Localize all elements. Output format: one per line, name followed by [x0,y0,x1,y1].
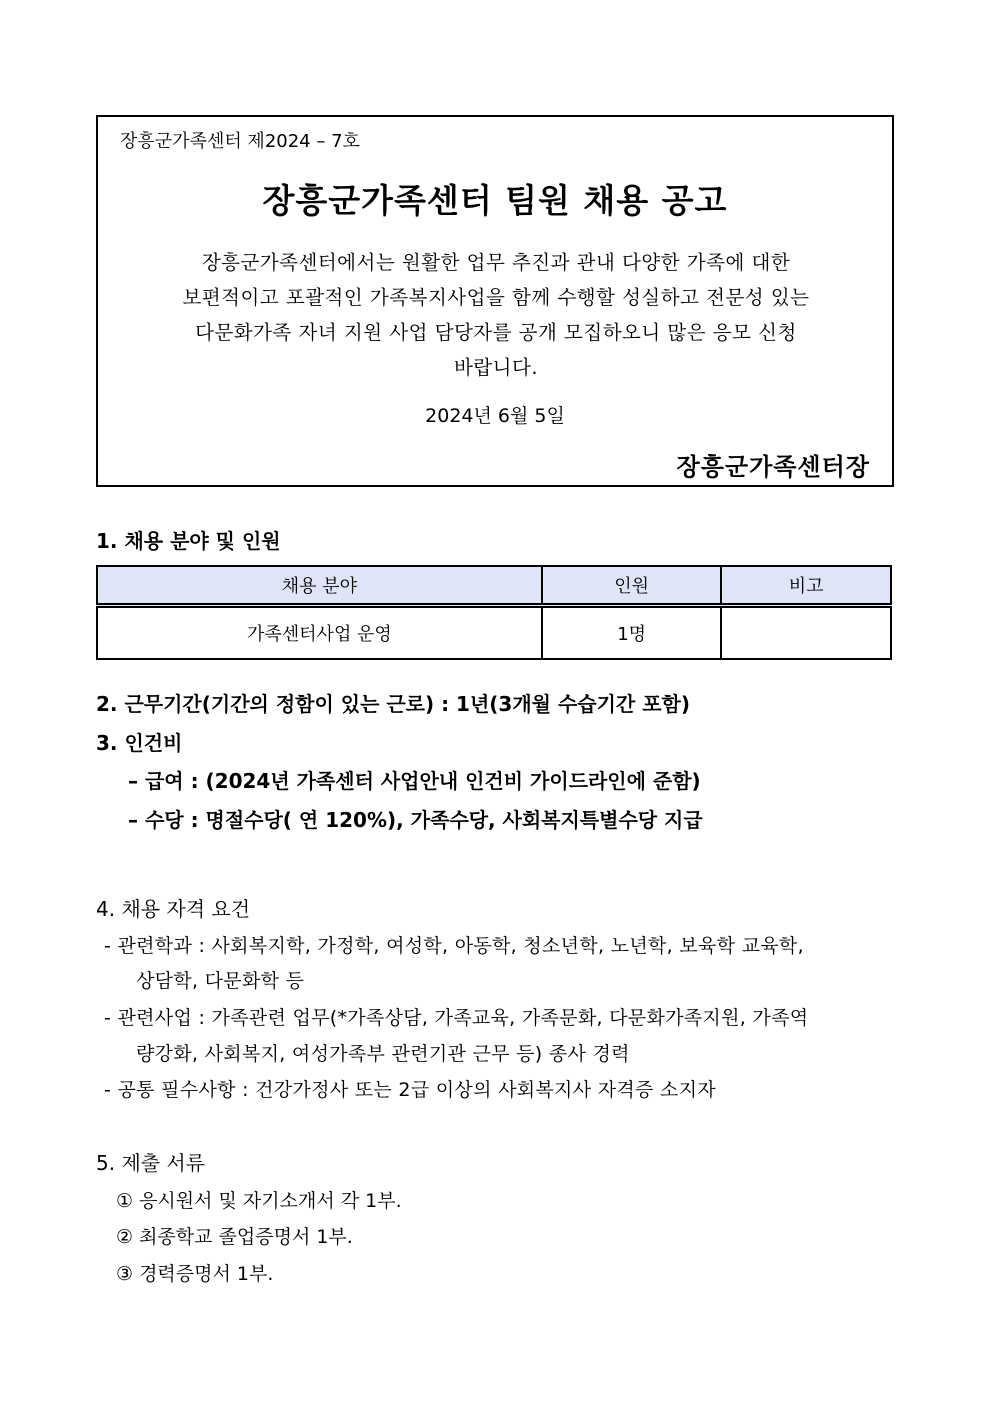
document-item: ② 최종학교 졸업증명서 1부. [116,1226,353,1248]
document-item: ③ 경력증명서 1부. [116,1263,274,1285]
section4-heading: 4. 채용 자격 요건 [96,897,251,921]
salary-item: – 급여 : (2024년 가족센터 사업안내 인건비 가이드라인에 준함) [128,769,701,793]
table-cell-field: 가족센터사업 운영 [97,606,542,660]
table-header-field: 채용 분야 [97,566,542,606]
requirement-line: 량강화, 사회복지, 여성가족부 관련기관 근무 등) 종사 경력 [136,1043,630,1065]
notice-body-line: 장흥군가족센터에서는 원활한 업무 추진과 관내 다양한 가족에 대한 [201,251,791,274]
section5-heading: 5. 제출 서류 [96,1151,206,1175]
requirement-line: - 관련학과 : 사회복지학, 가정학, 여성학, 아동학, 청소년학, 노년학, 보육학 교육학, [104,935,804,957]
table-cell-count: 1명 [542,606,722,660]
notice-body-line: 다문화가족 자녀 지원 사업 담당자를 공개 모집하오니 많은 응모 신청 [195,321,797,344]
table-cell-note [721,606,891,660]
section2-heading: 2. 근무기간(기간의 정함이 있는 근로) : 1년(3개월 수습기간 포함) [96,692,690,716]
section3-heading: 3. 인건비 [96,731,183,755]
recruit-table [96,565,892,660]
notice-date: 2024년 6월 5일 [425,405,565,427]
notice-box [96,115,894,487]
document-item: ① 응시원서 및 자기소개서 각 1부. [116,1190,402,1212]
table-row [97,606,891,660]
table-header-note: 비고 [721,566,891,606]
table-header-count: 인원 [542,566,722,606]
allowance-item: – 수당 : 명절수당( 연 120%), 가족수당, 사회복지특별수당 지급 [128,808,703,832]
requirement-line: 상담학, 다문화학 등 [136,970,305,992]
notice-body-line: 보편적이고 포괄적인 가족복지사업을 함께 수행할 성실하고 전문성 있는 [182,286,810,309]
doc-number: 장흥군가족센터 제2024 – 7호 [120,131,360,152]
notice-signer: 장흥군가족센터장 [676,453,870,481]
requirement-line: - 공통 필수사항 : 건강가정사 또는 2급 이상의 사회복지사 자격증 소지자 [104,1079,716,1101]
table-header-row [97,566,891,606]
section1-heading: 1. 채용 분야 및 인원 [96,529,281,553]
requirement-line: - 관련사업 : 가족관련 업무(*가족상담, 가족교육, 가족문화, 다문화가족지원, 가족역 [104,1007,809,1029]
notice-body-line: 바랍니다. [453,356,539,379]
notice-title: 장흥군가족센터 팀원 채용 공고 [262,181,728,220]
notice-body [120,245,872,385]
